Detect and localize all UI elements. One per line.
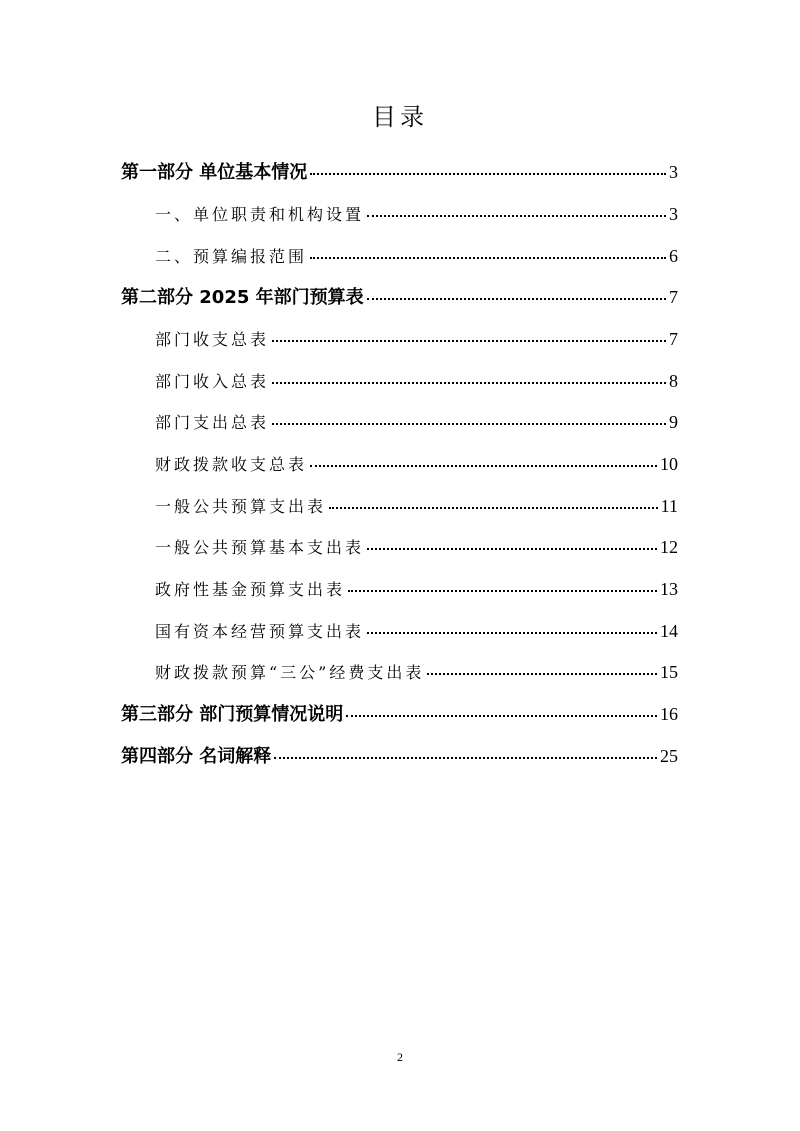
toc-entry-label: 第二部分 2025 年部门预算表 xyxy=(121,287,364,308)
toc-entry-page: 11 xyxy=(660,496,678,516)
toc-entry-label: 部门收支总表 xyxy=(155,330,270,349)
toc-entry-three-public[interactable] xyxy=(155,658,678,686)
toc-entry-income-total[interactable] xyxy=(155,367,678,395)
toc-entry-part-3[interactable] xyxy=(121,700,678,728)
toc-entry-label: 一般公共预算基本支出表 xyxy=(155,538,365,557)
toc-entry-page: 9 xyxy=(669,412,678,432)
toc-dot-leader xyxy=(427,673,657,675)
toc-dot-leader xyxy=(329,507,658,509)
toc-entry-state-capital[interactable] xyxy=(155,617,678,645)
toc-dot-leader xyxy=(272,340,666,342)
toc-dot-leader xyxy=(367,215,666,217)
toc-entry-label: 一、单位职责和机构设置 xyxy=(155,205,365,224)
toc-entry-page: 6 xyxy=(669,246,678,266)
toc-entry-general-basic[interactable] xyxy=(155,533,678,561)
toc-dot-leader xyxy=(367,632,657,634)
toc-entry-fund-budget[interactable] xyxy=(155,575,678,603)
toc-dot-leader xyxy=(272,382,666,384)
toc-entry-expense-total[interactable] xyxy=(155,408,678,436)
toc-entry-page: 7 xyxy=(669,287,678,307)
toc-entry-label: 二、预算编报范围 xyxy=(155,247,308,266)
toc-entry-label: 财政拨款预算“三公”经费支出表 xyxy=(155,663,425,682)
toc-entry-label: 一般公共预算支出表 xyxy=(155,497,327,516)
toc-entry-label: 部门收入总表 xyxy=(155,372,270,391)
toc-entry-page: 7 xyxy=(669,329,678,349)
toc-dot-leader xyxy=(310,257,666,259)
toc-entry-label: 政府性基金预算支出表 xyxy=(155,580,346,599)
toc-entry-scope[interactable] xyxy=(155,242,678,270)
toc-entry-general-budget[interactable] xyxy=(155,492,678,520)
toc-entry-part-2[interactable] xyxy=(121,283,678,311)
page-title: 目录 xyxy=(372,103,428,131)
toc-entry-income-expense-total[interactable] xyxy=(155,325,678,353)
toc-dot-leader xyxy=(274,757,657,759)
toc-dot-leader xyxy=(310,465,657,467)
toc-entry-page: 3 xyxy=(669,204,678,224)
toc-entry-page: 8 xyxy=(669,371,678,391)
toc-entry-page: 13 xyxy=(660,579,678,599)
toc-entry-duties[interactable] xyxy=(155,200,678,228)
toc-entry-page: 15 xyxy=(660,662,678,682)
toc-entry-label: 财政拨款收支总表 xyxy=(155,455,308,474)
toc-dot-leader xyxy=(346,715,657,717)
toc-entry-page: 12 xyxy=(660,537,678,557)
toc-entry-label: 第一部分 单位基本情况 xyxy=(121,162,308,183)
toc-entry-page: 10 xyxy=(660,454,678,474)
page-number: 2 xyxy=(397,1050,403,1064)
toc-entry-label: 第四部分 名词解释 xyxy=(121,746,272,767)
toc-entry-page: 3 xyxy=(669,162,678,182)
toc-dot-leader xyxy=(367,548,657,550)
toc-entry-label: 部门支出总表 xyxy=(155,413,270,432)
toc-entry-page: 25 xyxy=(660,746,678,766)
toc-entry-part-4[interactable] xyxy=(121,742,678,770)
toc-entry-label: 第三部分 部门预算情况说明 xyxy=(121,704,344,725)
toc-dot-leader xyxy=(348,590,657,592)
toc-dot-leader xyxy=(310,173,666,175)
toc-entry-part-1[interactable] xyxy=(121,158,678,186)
toc-entry-label: 国有资本经营预算支出表 xyxy=(155,622,365,641)
toc-entry-fiscal-total[interactable] xyxy=(155,450,678,478)
toc-dot-leader xyxy=(272,423,666,425)
toc-entry-page: 16 xyxy=(660,704,678,724)
toc-dot-leader xyxy=(367,298,666,300)
toc-entry-page: 14 xyxy=(660,621,678,641)
